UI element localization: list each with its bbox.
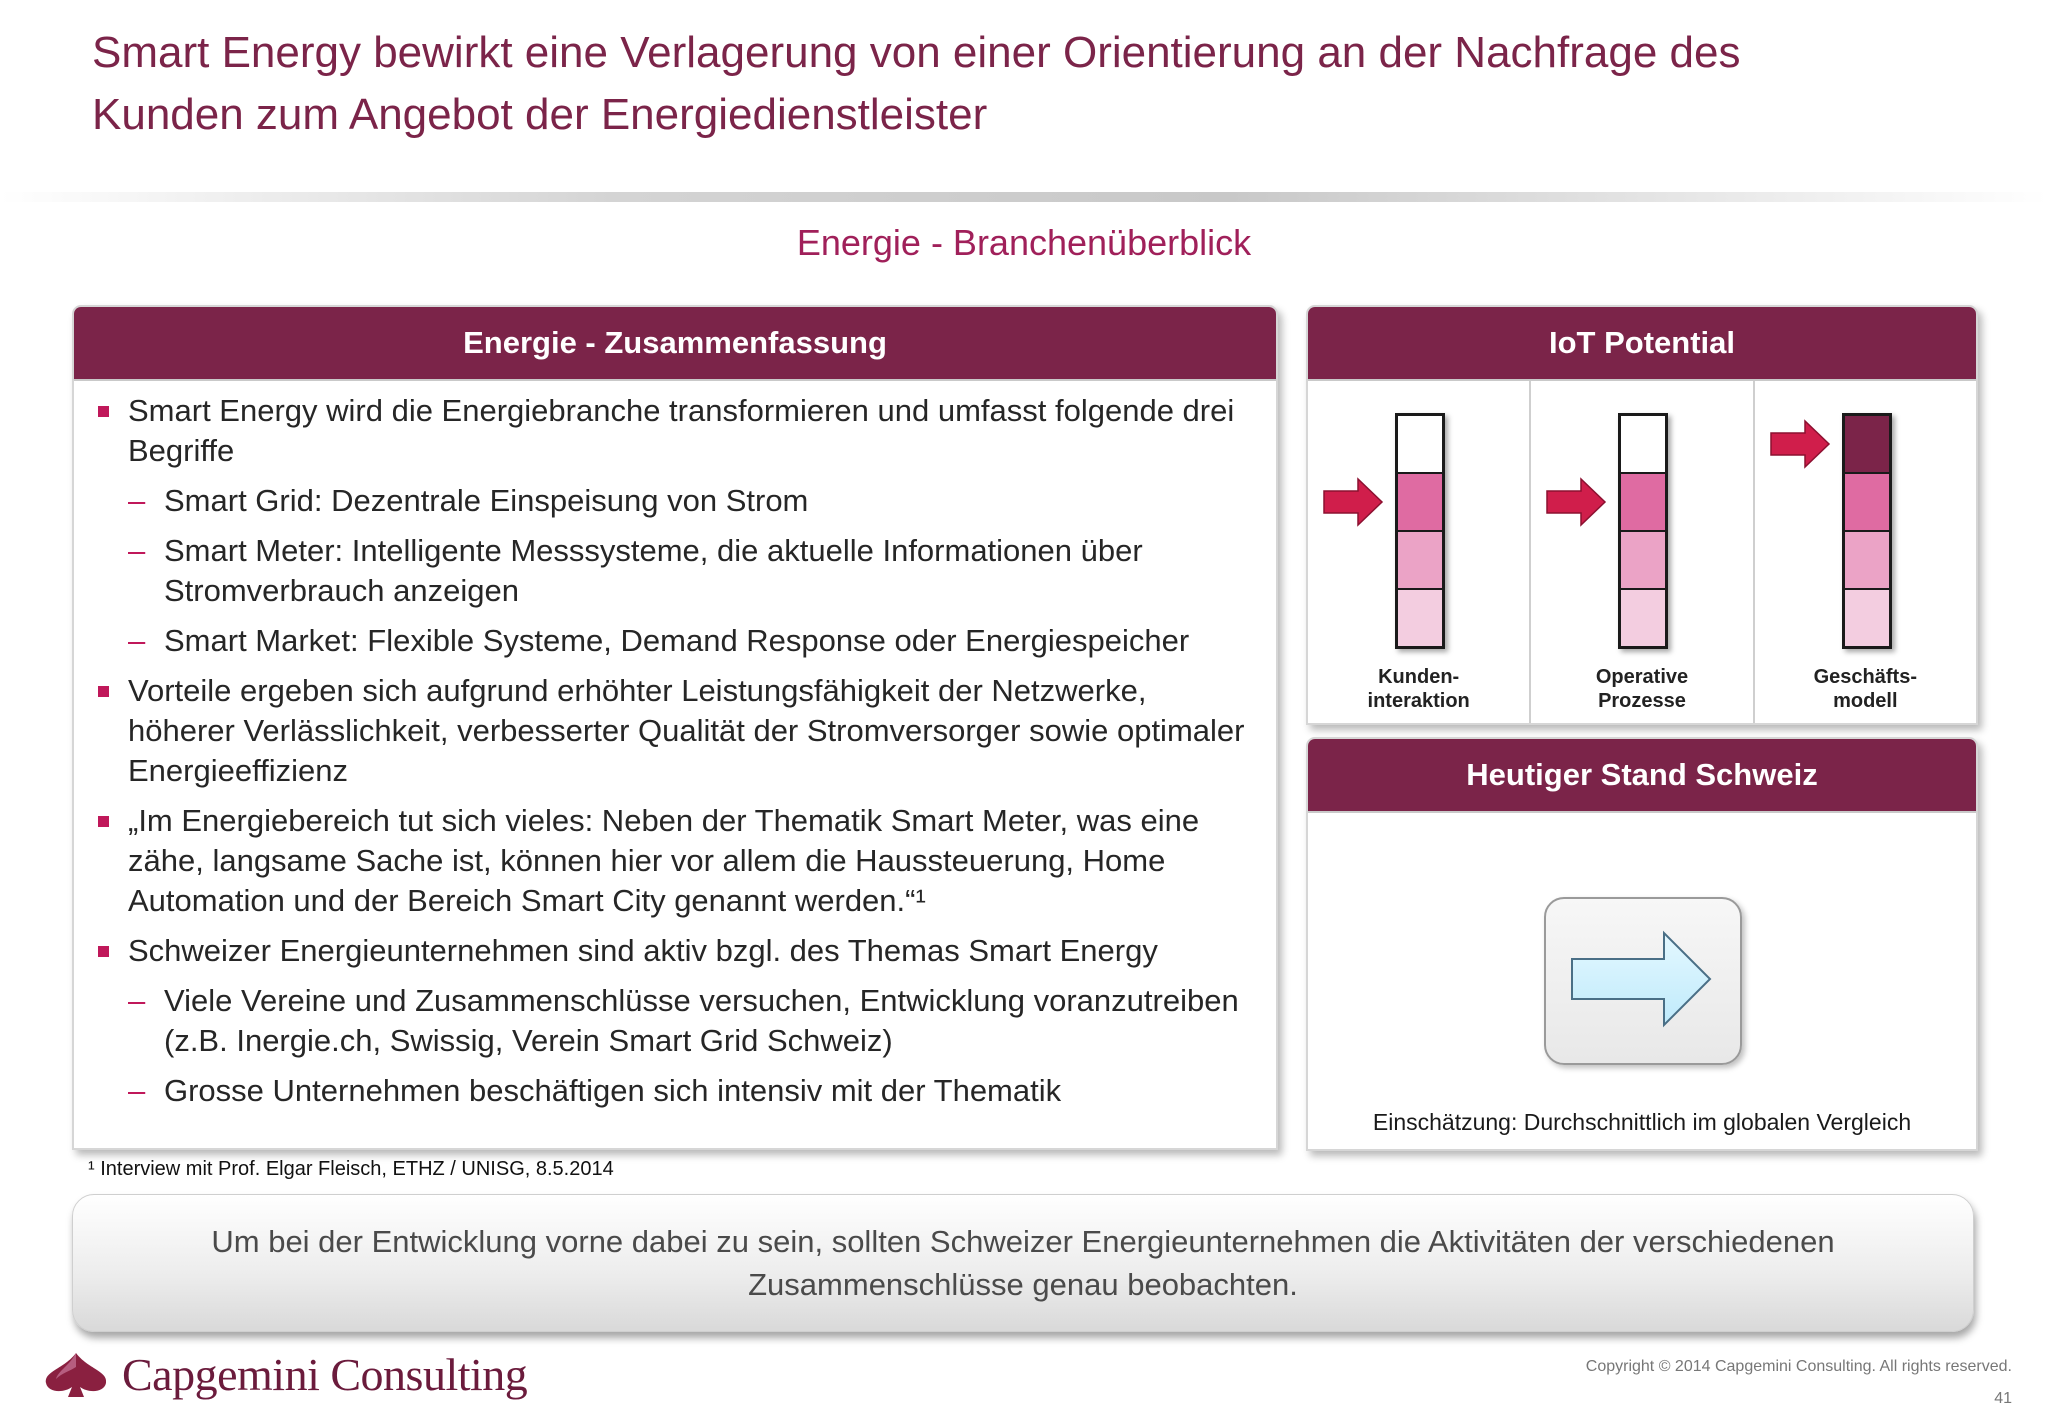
bullet-text: Grosse Unternehmen beschäftigen sich intensiv mit der Thematik <box>164 1073 1062 1108</box>
spade-logo-icon <box>40 1349 112 1399</box>
bullet-text: Schweizer Energieunternehmen sind aktiv bzgl. des Themas Smart Energy <box>128 933 1158 968</box>
square-bullet-icon <box>98 406 109 417</box>
potential-level-bar <box>1395 413 1445 649</box>
square-bullet-icon <box>98 816 109 827</box>
dash-bullet-icon: – <box>128 623 146 658</box>
label-line-2: modell <box>1833 690 1898 712</box>
iot-column-label <box>1755 665 1976 713</box>
status-caption: Einschätzung: Durchschnittlich im globalen Vergleich <box>1372 1109 1912 1135</box>
bullet-text: Smart Grid: Dezentrale Einspeisung von Strom <box>164 483 809 518</box>
label-line-2: Prozesse <box>1598 690 1686 712</box>
level-segment <box>1845 416 1889 474</box>
bullet-item <box>90 801 1260 921</box>
iot-column <box>1755 381 1976 723</box>
level-pointer-arrow-icon <box>1769 419 1831 469</box>
iot-column-label <box>1308 665 1529 713</box>
label-line-1: Operative <box>1595 666 1689 688</box>
level-pointer-arrow-icon <box>1322 477 1384 527</box>
bullet-text: Smart Market: Flexible Systeme, Demand Response oder Energiespeicher <box>164 623 1190 658</box>
bullet-text: Vorteile ergeben sich aufgrund erhöhter Leistungsfähigkeit der Netzwerke, höherer Verlässlichkeit, verbesserter Qualität der Stromversorger sowie optimaler Energieeffizienz <box>128 673 1245 788</box>
conclusion-text: Um bei der Entwicklung vorne dabei zu sein, sollten Schweizer Energieunternehmen die Aktivitäten der verschiedenen Zusammenschlüsse genau beobachten. <box>211 1224 1835 1302</box>
sub-bullet-item <box>90 981 1260 1061</box>
iot-panel-heading: IoT Potential <box>1308 307 1976 381</box>
iot-column-label <box>1531 665 1752 713</box>
dash-bullet-icon: – <box>128 533 146 568</box>
status-indicator-box <box>1544 897 1742 1065</box>
sub-bullet-item <box>90 481 1260 521</box>
level-segment <box>1621 590 1665 646</box>
label-line-1: Kunden- <box>1378 666 1460 688</box>
bullet-item <box>90 391 1260 471</box>
bullet-item <box>90 931 1260 971</box>
page-number: 41 <box>1994 1390 2012 1407</box>
company-logo <box>40 1346 527 1402</box>
current-status-panel <box>1306 737 1978 1151</box>
square-bullet-icon <box>98 946 109 957</box>
level-segment <box>1621 416 1665 474</box>
bullet-text: Smart Meter: Intelligente Messsysteme, die aktuelle Informationen über Stromverbrauch anzeigen <box>164 533 1143 608</box>
label-line-2: interaktion <box>1367 690 1470 712</box>
summary-panel-heading: Energie - Zusammenfassung <box>74 307 1276 381</box>
sub-bullet-item <box>90 531 1260 611</box>
iot-potential-panel <box>1306 305 1978 725</box>
bullet-text: Viele Vereine und Zusammenschlüsse versuchen, Entwicklung voranzutreiben (z.B. Inergie.ch, Swissig, Verein Smart Grid Schweiz) <box>164 983 1239 1058</box>
title-divider <box>0 192 2048 202</box>
dash-bullet-icon: – <box>128 983 146 1018</box>
status-panel-heading: Heutiger Stand Schweiz <box>1308 739 1976 813</box>
sub-bullet-item <box>90 1071 1260 1111</box>
iot-column <box>1308 381 1531 723</box>
conclusion-box <box>72 1194 1974 1332</box>
level-segment <box>1398 416 1442 474</box>
sub-bullet-item <box>90 621 1260 661</box>
level-segment <box>1398 590 1442 646</box>
potential-level-bar <box>1618 413 1668 649</box>
summary-bullet-list <box>90 391 1260 1121</box>
bullet-text: „Im Energiebereich tut sich vieles: Neben der Thematik Smart Meter, was eine zähe, langsame Sache ist, können hier vor allem die Haussteuerung, Home Automation und der Bereich Smart City genannt werden.“¹ <box>128 803 1200 918</box>
square-bullet-icon <box>98 686 109 697</box>
level-segment <box>1845 532 1889 590</box>
copyright-notice: Copyright © 2014 Capgemini Consulting. All rights reserved. <box>1585 1358 2012 1375</box>
level-segment <box>1621 474 1665 532</box>
iot-columns <box>1308 381 1976 723</box>
logo-text: Capgemini Consulting <box>122 1348 528 1400</box>
footnote: ¹ Interview mit Prof. Elgar Fleisch, ETHZ / UNISG, 8.5.2014 <box>88 1158 614 1180</box>
potential-level-bar <box>1842 413 1892 649</box>
section-subtitle: Energie - Branchenüberblick <box>796 222 1252 263</box>
bullet-text: Smart Energy wird die Energiebranche transformieren und umfasst folgende drei Begriffe <box>128 393 1235 468</box>
level-pointer-arrow-icon <box>1545 477 1607 527</box>
label-line-1: Geschäfts- <box>1813 666 1917 688</box>
summary-panel <box>72 305 1278 1150</box>
bullet-item <box>90 671 1260 791</box>
level-segment <box>1845 474 1889 532</box>
dash-bullet-icon: – <box>128 1073 146 1108</box>
iot-column <box>1531 381 1754 723</box>
level-segment <box>1845 590 1889 646</box>
level-segment <box>1398 532 1442 590</box>
slide-title <box>92 22 1992 146</box>
level-segment <box>1398 474 1442 532</box>
slide-title-line-1: Smart Energy bewirkt eine Verlagerung von einer Orientierung an der Nachfrage des <box>92 28 1741 77</box>
level-segment <box>1621 532 1665 590</box>
right-arrow-icon <box>1546 899 1740 1063</box>
dash-bullet-icon: – <box>128 483 146 518</box>
slide-title-line-2: Kunden zum Angebot der Energiedienstleister <box>92 90 988 139</box>
